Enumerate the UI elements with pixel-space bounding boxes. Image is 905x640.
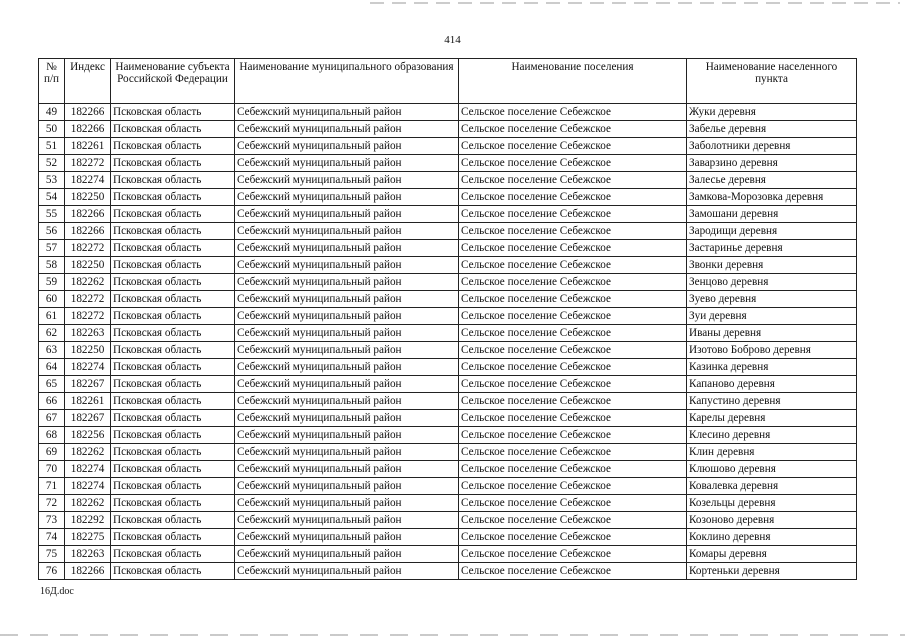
cell-settlement: Сельское поселение Себежское	[459, 563, 687, 580]
table-row	[39, 563, 857, 580]
cell-index: 182250	[65, 189, 111, 206]
cell-municipality: Себежский муниципальный район	[235, 138, 459, 155]
cell-locality: Замошани деревня	[687, 206, 857, 223]
table-row	[39, 359, 857, 376]
cell-num: 76	[39, 563, 65, 580]
cell-municipality: Себежский муниципальный район	[235, 342, 459, 359]
header-settlement: Наименование поселения	[459, 59, 687, 104]
table-row	[39, 478, 857, 495]
cell-locality: Зуи деревня	[687, 308, 857, 325]
cell-municipality: Себежский муниципальный район	[235, 563, 459, 580]
cell-settlement: Сельское поселение Себежское	[459, 308, 687, 325]
cell-num: 54	[39, 189, 65, 206]
cell-settlement: Сельское поселение Себежское	[459, 393, 687, 410]
cell-num: 56	[39, 223, 65, 240]
cell-municipality: Себежский муниципальный район	[235, 478, 459, 495]
cell-num: 55	[39, 206, 65, 223]
scan-artifact-top	[370, 2, 900, 4]
cell-locality: Казинка деревня	[687, 359, 857, 376]
cell-subject: Псковская область	[111, 172, 235, 189]
cell-num: 58	[39, 257, 65, 274]
cell-index: 182266	[65, 563, 111, 580]
table-row	[39, 121, 857, 138]
cell-settlement: Сельское поселение Себежское	[459, 206, 687, 223]
cell-num: 68	[39, 427, 65, 444]
cell-subject: Псковская область	[111, 444, 235, 461]
cell-settlement: Сельское поселение Себежское	[459, 274, 687, 291]
cell-num: 70	[39, 461, 65, 478]
scan-artifact-bottom	[0, 634, 905, 636]
table-row	[39, 529, 857, 546]
cell-subject: Псковская область	[111, 291, 235, 308]
cell-municipality: Себежский муниципальный район	[235, 444, 459, 461]
cell-subject: Псковская область	[111, 563, 235, 580]
cell-municipality: Себежский муниципальный район	[235, 121, 459, 138]
cell-index: 182267	[65, 410, 111, 427]
cell-settlement: Сельское поселение Себежское	[459, 189, 687, 206]
cell-settlement: Сельское поселение Себежское	[459, 444, 687, 461]
cell-locality: Ковалевка деревня	[687, 478, 857, 495]
cell-subject: Псковская область	[111, 478, 235, 495]
cell-locality: Изотово Боброво деревня	[687, 342, 857, 359]
cell-index: 182261	[65, 138, 111, 155]
cell-subject: Псковская область	[111, 308, 235, 325]
cell-municipality: Себежский муниципальный район	[235, 495, 459, 512]
header-municipality: Наименование муниципального образования	[235, 59, 459, 104]
cell-settlement: Сельское поселение Себежское	[459, 359, 687, 376]
cell-settlement: Сельское поселение Себежское	[459, 495, 687, 512]
cell-num: 67	[39, 410, 65, 427]
cell-locality: Зенцово деревня	[687, 274, 857, 291]
cell-num: 71	[39, 478, 65, 495]
cell-index: 182292	[65, 512, 111, 529]
localities-table	[38, 58, 857, 580]
cell-subject: Псковская область	[111, 240, 235, 257]
cell-municipality: Себежский муниципальный район	[235, 359, 459, 376]
cell-locality: Зуево деревня	[687, 291, 857, 308]
cell-municipality: Себежский муниципальный район	[235, 512, 459, 529]
cell-num: 72	[39, 495, 65, 512]
table-row	[39, 274, 857, 291]
cell-num: 51	[39, 138, 65, 155]
cell-locality: Карелы деревня	[687, 410, 857, 427]
cell-locality: Козельцы деревня	[687, 495, 857, 512]
cell-num: 61	[39, 308, 65, 325]
cell-municipality: Себежский муниципальный район	[235, 274, 459, 291]
cell-subject: Псковская область	[111, 104, 235, 121]
cell-settlement: Сельское поселение Себежское	[459, 138, 687, 155]
cell-index: 182266	[65, 206, 111, 223]
cell-municipality: Себежский муниципальный район	[235, 427, 459, 444]
cell-municipality: Себежский муниципальный район	[235, 155, 459, 172]
cell-municipality: Себежский муниципальный район	[235, 308, 459, 325]
cell-subject: Псковская область	[111, 257, 235, 274]
cell-locality: Замкова-Морозовка деревня	[687, 189, 857, 206]
cell-settlement: Сельское поселение Себежское	[459, 291, 687, 308]
cell-num: 75	[39, 546, 65, 563]
cell-locality: Иваны деревня	[687, 325, 857, 342]
cell-locality: Звонки деревня	[687, 257, 857, 274]
cell-subject: Псковская область	[111, 274, 235, 291]
page-number: 414	[444, 34, 461, 46]
cell-locality: Зародищи деревня	[687, 223, 857, 240]
cell-num: 53	[39, 172, 65, 189]
cell-locality: Залесье деревня	[687, 172, 857, 189]
cell-subject: Псковская область	[111, 359, 235, 376]
cell-index: 182272	[65, 240, 111, 257]
cell-subject: Псковская область	[111, 495, 235, 512]
cell-locality: Заварзино деревня	[687, 155, 857, 172]
cell-subject: Псковская область	[111, 529, 235, 546]
cell-settlement: Сельское поселение Себежское	[459, 529, 687, 546]
table-row	[39, 546, 857, 563]
cell-settlement: Сельское поселение Себежское	[459, 257, 687, 274]
table-row	[39, 461, 857, 478]
cell-subject: Псковская область	[111, 410, 235, 427]
cell-index: 182266	[65, 121, 111, 138]
cell-municipality: Себежский муниципальный район	[235, 325, 459, 342]
cell-index: 182262	[65, 444, 111, 461]
cell-num: 62	[39, 325, 65, 342]
cell-num: 52	[39, 155, 65, 172]
table-row	[39, 223, 857, 240]
table-row	[39, 189, 857, 206]
cell-municipality: Себежский муниципальный район	[235, 206, 459, 223]
cell-settlement: Сельское поселение Себежское	[459, 478, 687, 495]
cell-settlement: Сельское поселение Себежское	[459, 104, 687, 121]
cell-num: 69	[39, 444, 65, 461]
cell-index: 182261	[65, 393, 111, 410]
cell-index: 182272	[65, 308, 111, 325]
table-row	[39, 342, 857, 359]
cell-municipality: Себежский муниципальный район	[235, 376, 459, 393]
cell-locality: Клин деревня	[687, 444, 857, 461]
table-row	[39, 240, 857, 257]
cell-settlement: Сельское поселение Себежское	[459, 376, 687, 393]
cell-index: 182274	[65, 172, 111, 189]
cell-subject: Псковская область	[111, 427, 235, 444]
cell-subject: Псковская область	[111, 121, 235, 138]
cell-municipality: Себежский муниципальный район	[235, 223, 459, 240]
table-header	[39, 59, 857, 104]
header-num: № п/п	[39, 59, 65, 104]
table-row	[39, 376, 857, 393]
table-row	[39, 155, 857, 172]
cell-index: 182262	[65, 495, 111, 512]
cell-subject: Псковская область	[111, 189, 235, 206]
table-row	[39, 427, 857, 444]
cell-subject: Псковская область	[111, 546, 235, 563]
table-row	[39, 206, 857, 223]
cell-num: 63	[39, 342, 65, 359]
cell-municipality: Себежский муниципальный район	[235, 172, 459, 189]
cell-index: 182272	[65, 155, 111, 172]
cell-locality: Кортеньки деревня	[687, 563, 857, 580]
cell-index: 182250	[65, 257, 111, 274]
cell-num: 59	[39, 274, 65, 291]
cell-index: 182272	[65, 291, 111, 308]
cell-municipality: Себежский муниципальный район	[235, 393, 459, 410]
cell-index: 182274	[65, 359, 111, 376]
cell-index: 182275	[65, 529, 111, 546]
cell-locality: Комары деревня	[687, 546, 857, 563]
cell-subject: Псковская область	[111, 155, 235, 172]
table-row	[39, 257, 857, 274]
cell-index: 182274	[65, 478, 111, 495]
cell-subject: Псковская область	[111, 342, 235, 359]
cell-settlement: Сельское поселение Себежское	[459, 512, 687, 529]
cell-subject: Псковская область	[111, 325, 235, 342]
table-row	[39, 291, 857, 308]
table-row	[39, 512, 857, 529]
cell-locality: Коклино деревня	[687, 529, 857, 546]
cell-municipality: Себежский муниципальный район	[235, 240, 459, 257]
cell-settlement: Сельское поселение Себежское	[459, 325, 687, 342]
cell-index: 182266	[65, 223, 111, 240]
cell-index: 182274	[65, 461, 111, 478]
cell-index: 182267	[65, 376, 111, 393]
cell-settlement: Сельское поселение Себежское	[459, 461, 687, 478]
cell-num: 66	[39, 393, 65, 410]
cell-num: 64	[39, 359, 65, 376]
table-row	[39, 410, 857, 427]
cell-municipality: Себежский муниципальный район	[235, 257, 459, 274]
file-name-footer: 16Д.doc	[40, 586, 74, 597]
cell-locality: Заболотники деревня	[687, 138, 857, 155]
cell-index: 182263	[65, 546, 111, 563]
cell-num: 65	[39, 376, 65, 393]
cell-subject: Псковская область	[111, 512, 235, 529]
cell-subject: Псковская область	[111, 223, 235, 240]
cell-municipality: Себежский муниципальный район	[235, 546, 459, 563]
cell-municipality: Себежский муниципальный район	[235, 410, 459, 427]
cell-index: 182262	[65, 274, 111, 291]
cell-num: 60	[39, 291, 65, 308]
cell-index: 182263	[65, 325, 111, 342]
cell-settlement: Сельское поселение Себежское	[459, 223, 687, 240]
table-row	[39, 393, 857, 410]
table-row	[39, 308, 857, 325]
cell-municipality: Себежский муниципальный район	[235, 529, 459, 546]
cell-municipality: Себежский муниципальный район	[235, 461, 459, 478]
cell-num: 50	[39, 121, 65, 138]
cell-num: 74	[39, 529, 65, 546]
cell-settlement: Сельское поселение Себежское	[459, 410, 687, 427]
header-index: Индекс	[65, 59, 111, 104]
table-body	[39, 104, 857, 580]
table-row	[39, 444, 857, 461]
cell-locality: Жуки деревня	[687, 104, 857, 121]
cell-settlement: Сельское поселение Себежское	[459, 546, 687, 563]
cell-locality: Забелье деревня	[687, 121, 857, 138]
cell-subject: Псковская область	[111, 206, 235, 223]
cell-settlement: Сельское поселение Себежское	[459, 427, 687, 444]
cell-municipality: Себежский муниципальный район	[235, 104, 459, 121]
header-locality: Наименование населенного пункта	[687, 59, 857, 104]
cell-subject: Псковская область	[111, 393, 235, 410]
table-row	[39, 104, 857, 121]
cell-index: 182256	[65, 427, 111, 444]
cell-locality: Застаринье деревня	[687, 240, 857, 257]
cell-subject: Псковская область	[111, 376, 235, 393]
cell-index: 182266	[65, 104, 111, 121]
cell-locality: Капустино деревня	[687, 393, 857, 410]
cell-num: 57	[39, 240, 65, 257]
cell-locality: Козоново деревня	[687, 512, 857, 529]
header-subject: Наименование субъекта Российской Федерации	[111, 59, 235, 104]
table-row	[39, 325, 857, 342]
cell-locality: Клесино деревня	[687, 427, 857, 444]
table-row	[39, 495, 857, 512]
cell-settlement: Сельское поселение Себежское	[459, 155, 687, 172]
cell-num: 49	[39, 104, 65, 121]
cell-index: 182250	[65, 342, 111, 359]
cell-municipality: Себежский муниципальный район	[235, 291, 459, 308]
cell-settlement: Сельское поселение Себежское	[459, 121, 687, 138]
cell-num: 73	[39, 512, 65, 529]
cell-settlement: Сельское поселение Себежское	[459, 240, 687, 257]
cell-settlement: Сельское поселение Себежское	[459, 342, 687, 359]
cell-settlement: Сельское поселение Себежское	[459, 172, 687, 189]
cell-municipality: Себежский муниципальный район	[235, 189, 459, 206]
table-row	[39, 172, 857, 189]
cell-locality: Капаново деревня	[687, 376, 857, 393]
table-row	[39, 138, 857, 155]
cell-subject: Псковская область	[111, 461, 235, 478]
cell-locality: Клюшово деревня	[687, 461, 857, 478]
cell-subject: Псковская область	[111, 138, 235, 155]
